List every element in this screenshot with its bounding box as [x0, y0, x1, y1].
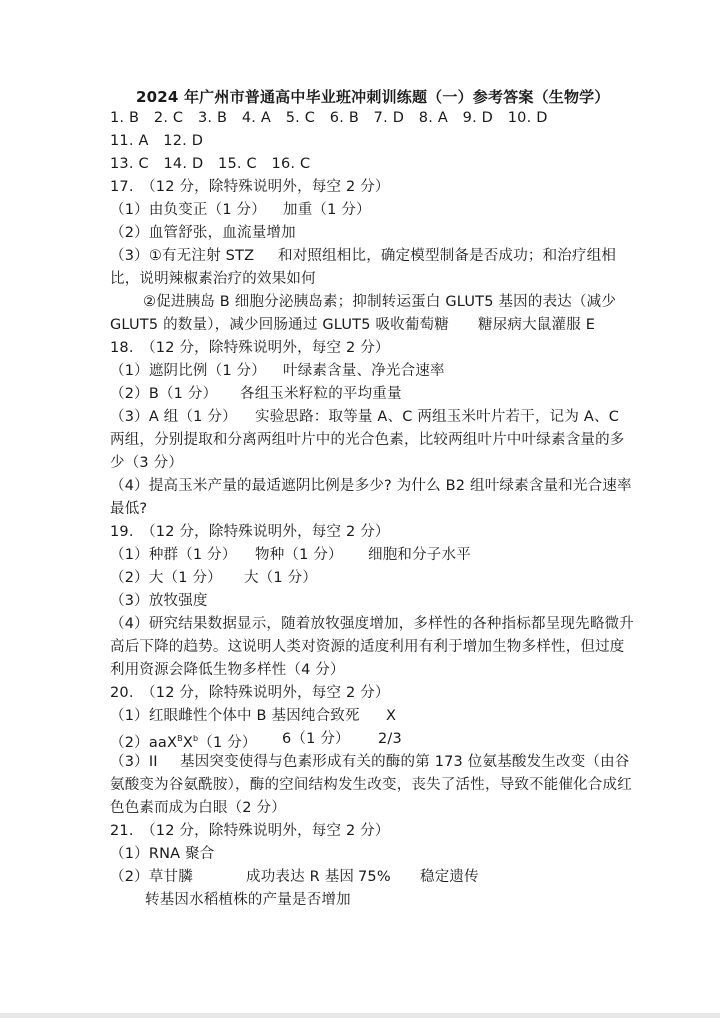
choice-answers-row-2: 11. A 12. D: [110, 133, 204, 149]
q19-part1-answer-b: 物种（1 分）: [255, 547, 343, 563]
q20-genotype-sup-1: B: [177, 734, 183, 743]
q20-genotype-x: X: [182, 734, 193, 751]
q20-heading: 20. （12 分，除特殊说明外，每空 2 分）: [110, 685, 390, 701]
q20-part1-answer-a: （1）红眼雌性个体中 B 基因纯合致死: [110, 708, 360, 724]
q19-part1-answer-a: （1）种群（1 分）: [110, 547, 237, 563]
q21-part2-answer-a: （2）草甘膦: [110, 869, 193, 885]
q18-part3-answer-d: 少（3 分）: [110, 455, 184, 471]
q17-part3-answer-b: 和对照组相比，确定模型制备是否成功；和治疗组相: [278, 248, 617, 264]
q17-part3-answer-a: （3）①有无注射 STZ: [110, 248, 255, 264]
q18-part1-answer-a: （1）遮阴比例（1 分）: [110, 363, 266, 379]
q17-heading: 17. （12 分，除特殊说明外，每空 2 分）: [110, 179, 390, 195]
q18-part1-answer-b: 叶绿素含量、净光合速率: [283, 363, 445, 379]
q21-part2-answer-d: 稳定遗传: [420, 869, 479, 885]
q19-heading: 19. （12 分，除特殊说明外，每空 2 分）: [110, 524, 390, 540]
q17-part1-answer-a: （1）由负变正（1 分）: [110, 202, 266, 218]
q20-part2-answer-a: [110, 729, 257, 753]
q18-part4-answer-b: 最低?: [110, 501, 148, 517]
q18-part4-answer-a: （4）提高玉米产量的最适遮阴比例是多少? 为什么 B2 组叶绿素含量和光合速率: [110, 478, 632, 494]
q17-part3-answer-c: 比，说明辣椒素治疗的效果如何: [110, 271, 316, 287]
q19-part4-answer-c: 利用资源会降低生物多样性（4 分）: [110, 662, 345, 678]
q20-genotype-score: （1 分）: [198, 734, 257, 751]
q18-heading: 18. （12 分，除特殊说明外，每空 2 分）: [110, 340, 390, 356]
page-bottom-edge: [0, 1013, 720, 1018]
choice-answers-row-3: 13. C 14. D 15. C 16. C: [110, 156, 311, 172]
q19-part4-answer-b: 高后下降的趋势。这说明人类对资源的适度利用有利于增加生物多样性，但过度: [110, 639, 625, 655]
q20-part2-answer-c: 2/3: [378, 731, 402, 747]
q20-part2-answer-b: 6（1 分）: [282, 731, 350, 747]
q18-part3-answer-b: 实验思路：取等量 A、C 两组玉米叶片若干，记为 A、C: [255, 409, 620, 425]
q18-part2-answer-a: （2）B（1 分）: [110, 386, 218, 402]
q20-genotype-prefix: （2）aaX: [110, 734, 178, 751]
q19-part2-answer-a: （2）大（1 分）: [110, 570, 222, 586]
q21-part1-answer: （1）RNA 聚合: [110, 846, 215, 862]
q20-part1-answer-b: X: [386, 708, 397, 724]
q17-part1-answer-b: 加重（1 分）: [283, 202, 371, 218]
q18-part3-answer-c: 两组，分别提取和分离两组叶片中的光合色素，比较两组叶片中叶绿素含量的多: [110, 432, 625, 448]
q17-part3-answer-e: GLUT5 的数量），减少回肠通过 GLUT5 吸收葡萄糖: [110, 317, 449, 333]
q18-part2-answer-b: 各组玉米籽粒的平均重量: [240, 386, 402, 402]
choice-answers-row-1: 1. B 2. C 3. B 4. A 5. C 6. B 7. D 8. A 9. D 10. D: [110, 110, 548, 126]
q21-part3-answer: 转基因水稻植株的产量是否增加: [145, 892, 351, 908]
q17-part3-answer-f: 糖尿病大鼠灌服 E: [478, 317, 596, 333]
q21-part2-answer-c: 75%: [358, 869, 391, 885]
q19-part2-answer-b: 大（1 分）: [244, 570, 318, 586]
q19-part1-answer-c: 细胞和分子水平: [368, 547, 471, 563]
q17-part3-answer-d: ②促进胰岛 B 细胞分泌胰岛素；抑制转运蛋白 GLUT5 基因的表达（减少: [143, 294, 617, 310]
q17-part2-answer: （2）血管舒张，血流量增加: [110, 225, 296, 241]
q21-part2-answer-b: 成功表达 R 基因: [246, 869, 355, 885]
page-title: 2024 年广州市普通高中毕业班冲刺训练题（一）参考答案（生物学）: [136, 88, 610, 106]
q20-part3-answer-b: 基因突变使得与色素形成有关的酶的第 173 位氨基酸发生改变（由谷: [180, 754, 630, 770]
q21-heading: 21. （12 分，除特殊说明外，每空 2 分）: [110, 823, 390, 839]
q20-part3-answer-c: 氨酸变为谷氨酰胺），酶的空间结构发生改变，丧失了活性，导致不能催化合成红: [110, 777, 632, 793]
q19-part4-answer-a: （4）研究结果数据显示，随着放牧强度增加，多样性的各种指标都呈现先略微升: [110, 616, 634, 632]
q20-part3-answer-a: （3）II: [110, 754, 158, 770]
q20-part3-answer-d: 色色素而成为白眼（2 分）: [110, 800, 286, 816]
q18-part3-answer-a: （3）A 组（1 分）: [110, 409, 237, 425]
q19-part3-answer: （3）放牧强度: [110, 593, 208, 609]
q20-genotype-sup-2: b: [192, 734, 199, 743]
